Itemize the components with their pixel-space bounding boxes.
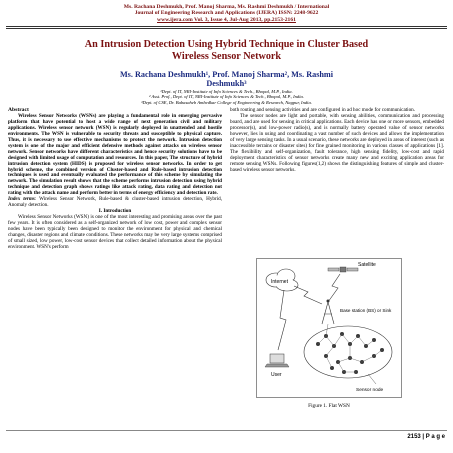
affiliation-2: ² Asst. Prof., Dept. of IT, NRI-Institute of Info Sciences & Tech., Bhopal, M.P., India. — [149, 94, 304, 100]
index-terms-text: : Wireless Sensor Network, Rule-based & cluster-based intrusion detection, Hybrid, Anomaly detection. — [8, 196, 222, 209]
right-paragraph-2: The sensor nodes are light and portable, with sensing abilities, communication and processing board, and are used for sensing in critical applications. Each device has one or more sensors, embedded processor(s), and low-power radio(s), and is normally battery operated value of sensor networks however, lies in using and coordinating a vast number of such devices and allows the implementation of very large sensing tasks. In a usual scenario, these networks are deployed in areas of interest (such as inaccessible terrains or disaster sites) for fine grained monitoring in various classes of applications [1]. The flexibility and self-organization, fault tolerance, high sensing fidelity, low-cost and rapid deployment characteristics of sensor networks create many new and exciting application areas for remote sensing WSNs. Following figures(1,2) shows the distinguishing features of simple and cluster-based wireless sensor networks. — [230, 112, 444, 173]
satellite-label: Satellite — [358, 262, 376, 268]
introduction-text: Wireless Sensor Networks (WSN) is one of the most interesting and promising areas over the past few years. It is often considered as a self-organized network of low cost, power and complex sensor nodes have been typically been designed to monitor the environment for physical and chemical changes, disaster regions and climate conditions. These networks may be very large systems comprised of small sized, low power, low-cost sensor devices that collect detailed information about the physical environment. WSN's perform — [8, 214, 222, 250]
paper-title-line1: An Intrusion Detection Using Hybrid Technique in Cluster Based — [84, 39, 369, 50]
right-paragraph-1: both routing and sensing activities and are configured in ad hoc mode for communication. — [230, 107, 416, 113]
section-heading-introduction: I. Introduction — [98, 208, 132, 215]
base-station-label: Base station (BS) or Sink — [340, 308, 392, 313]
author-list — [0, 70, 453, 88]
abstract-heading: Abstract — [8, 107, 29, 113]
right-column — [230, 108, 444, 173]
internet-label: Internet — [271, 279, 288, 285]
author-line1: Ms. Rachana Deshmukh¹, Prof. Manoj Sharma², Ms. Rashmi — [119, 70, 334, 79]
left-column — [8, 108, 222, 251]
page-number: 2153 | P a g e — [407, 434, 445, 440]
user-label: User — [271, 372, 282, 378]
affiliation-3: ³Dept. of CSE, Dr. Babasaheb Ambedkar College of Engineering & Research, Nagpur, India. — [141, 99, 312, 105]
affiliations — [0, 89, 453, 105]
abstract-text: Wireless Sensor Networks (WSNs) are playing a fundamental role in emerging pervasive platform that have potential to host a wide range of next generation civil and military applications. Wireless sensor network (WSN) is regularly deployed in unattended and hostile environments. The WSN is vulnerable to security threats and susceptible to physical capture. Thus, it is necessary to use effective mechanisms to protect the network. Intrusion detection system is one of the major and efficient defensive methods against attacks on wireless sensor network. Sensor networks have different characteristics and hence security solutions have to be designed with limited usage of computation and resources. In this paper, The structure of hybrid intrusion detection system (HIDS) is proposed for wireless sensor networks. In order to get hybrid scheme, the combined version of Cluster-based and Rule-based intrusion detection techniques is used and eventually evaluated the performance of this scheme by simulating the network. The simulation result shows that the scheme performs intrusion detection using hybrid technique and detection graph shows ratings like attack rating, data rating and detection not rating with the attack name and perform better in terms of energy efficiency and detection rate. — [8, 112, 222, 197]
paper-title — [0, 39, 453, 62]
affiliation-1: ¹Dept. of IT, NRI-Institute of Info Sciences & Tech., Bhopal, M.P., India. — [160, 89, 293, 94]
footer-rule — [6, 430, 447, 431]
header-rule-top — [6, 26, 447, 27]
index-terms-label: Index terms — [8, 196, 35, 203]
figure-flat-wsn — [256, 258, 402, 398]
sensor-node-label: Sensor node — [356, 388, 384, 393]
journal-header — [0, 4, 453, 23]
journal-header-line3[interactable]: www.ijera.com Vol. 3, Issue 4, Jul-Aug 2013, pp.2153-2161 — [157, 16, 296, 23]
figure-caption: Figure 1. Flat WSN — [308, 403, 350, 409]
header-rule-bottom — [6, 28, 447, 29]
author-line2: Deshmukh³ — [206, 79, 247, 88]
journal-header-line2: Journal of Engineering Research and Applications (IJERA) ISSN: 2248-9622 — [134, 10, 319, 17]
paper-title-line2: Wireless Sensor Network — [171, 50, 282, 62]
journal-header-line1: Ms. Rachana Deshmukh, Prof. Manoj Sharma, Ms. Rashmi Deshmukh / International — [123, 4, 330, 10]
